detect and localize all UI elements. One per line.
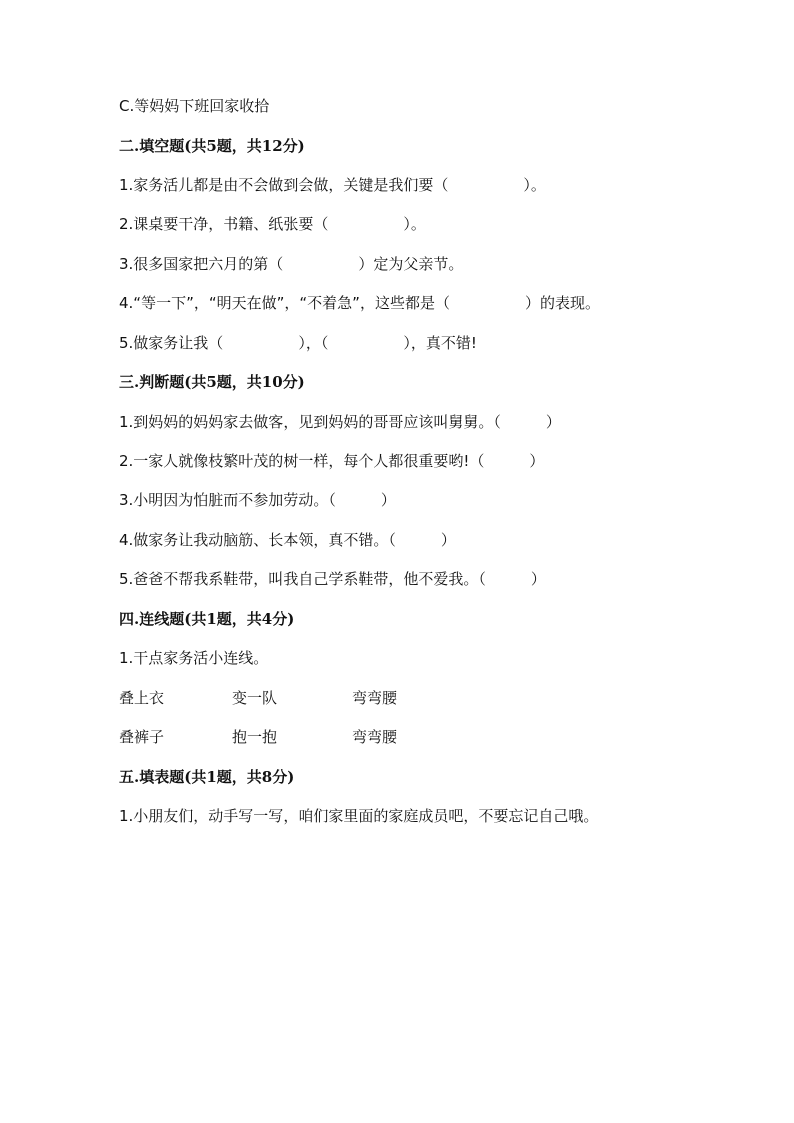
true-false-question-5: 5.爸爸不帮我系鞋带，叫我自己学系鞋带，他不爱我。（ ） — [119, 570, 546, 588]
fill-blank-question-5: 5.做家务让我（ ），（ ），真不错! — [119, 334, 477, 352]
matching-item-middle: 变一队 — [232, 689, 278, 707]
section-3-heading: 三.判断题(共5题，共10分) — [119, 373, 305, 391]
matching-prompt: 1.干点家务活小连线。 — [119, 649, 269, 667]
matching-item-left: 叠上衣 — [119, 689, 165, 707]
matching-item-right: 弯弯腰 — [352, 728, 398, 746]
true-false-question-4: 4.做家务让我动脑筋、长本领，真不错。（ ） — [119, 531, 456, 549]
fill-blank-question-4: 4.“等一下”，“明天在做”，“不着急”，这些都是（ ）的表现。 — [119, 294, 600, 312]
true-false-question-3: 3.小明因为怕脏而不参加劳动。（ ） — [119, 491, 396, 509]
section-4-heading: 四.连线题(共1题，共4分) — [119, 610, 295, 628]
fill-blank-question-3: 3.很多国家把六月的第（ ）定为父亲节。 — [119, 255, 464, 273]
section-2-heading: 二.填空题(共5题，共12分) — [119, 137, 305, 155]
matching-item-right: 弯弯腰 — [352, 689, 398, 707]
fill-blank-question-1: 1.家务活儿都是由不会做到会做，关键是我们要（ ）。 — [119, 176, 546, 194]
true-false-question-2: 2.一家人就像枝繁叶茂的树一样，每个人都很重要哟!（ ） — [119, 452, 545, 470]
matching-item-left: 叠裤子 — [119, 728, 165, 746]
section-5-heading: 五.填表题(共1题，共8分) — [119, 768, 295, 786]
fill-blank-question-2: 2.课桌要干净，书籍、纸张要（ ）。 — [119, 215, 426, 233]
true-false-question-1: 1.到妈妈的妈妈家去做客，见到妈妈的哥哥应该叫舅舅。（ ） — [119, 413, 561, 431]
previous-option-c: C.等妈妈下班回家收拾 — [119, 97, 270, 115]
matching-item-middle: 抱一抱 — [232, 728, 278, 746]
table-fill-prompt: 1.小朋友们，动手写一写，咱们家里面的家庭成员吧，不要忘记自己哦。 — [119, 807, 599, 825]
